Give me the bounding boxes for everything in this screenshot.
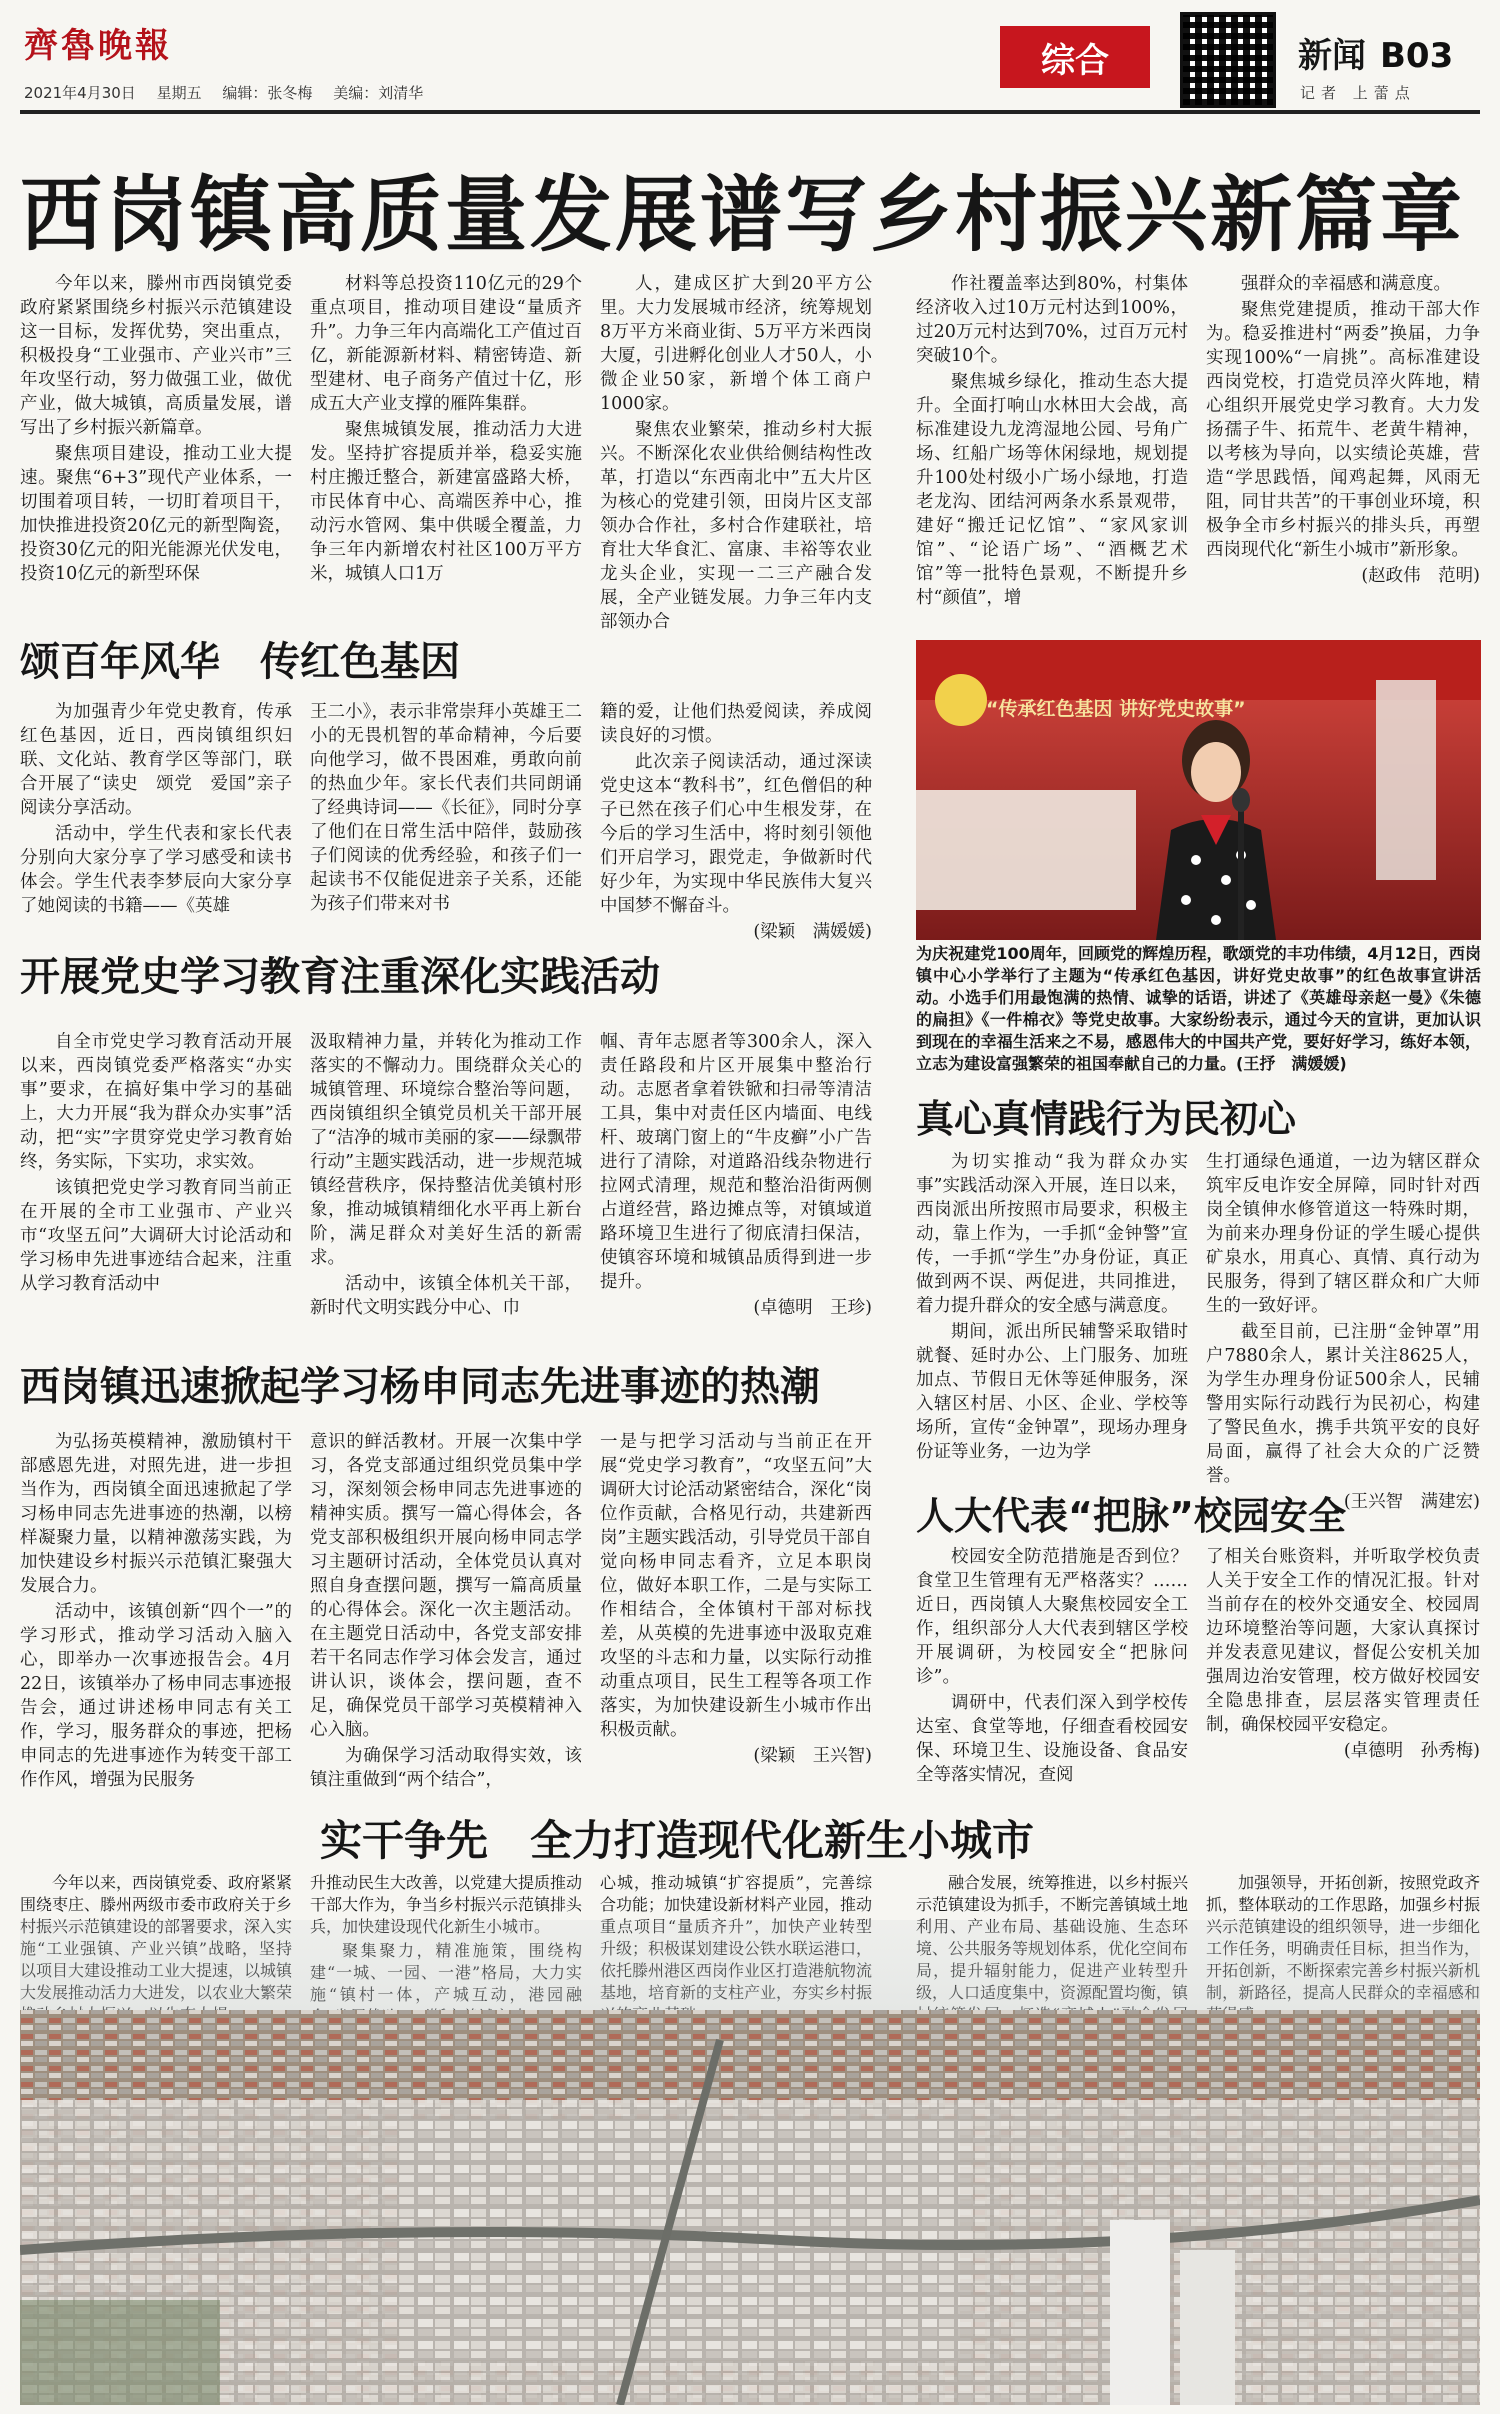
paragraph: 该镇把党史学习教育同当前正在开展的全市工业强市、产业兴市“攻坚五问”大调研大讨论活动和学习杨申先进事迹结合起来，注重从学习教育活动中 — [20, 1178, 292, 1294]
story-column — [310, 1430, 582, 1794]
paragraph: 籍的爱，让他们热爱阅读，养成阅读良好的习惯。 — [600, 702, 872, 746]
story-column — [310, 1030, 582, 1322]
paragraph: 聚焦项目建设，推动工业大提速。聚焦“6+3”现代产业体系，一切围着项目转，一切盯着项目干，加快推进投资20亿元的新型陶瓷，投资30亿元的阳光能源光伏发电，投资10亿元的新型环保 — [20, 444, 292, 584]
paragraph: 升推动民生大改善，以党建大提质推动干部大作为，争当乡村振兴示范镇排头 — [310, 1873, 583, 1914]
byline: (卓德明 王珍) — [753, 1298, 872, 1318]
issue-meta — [24, 82, 439, 103]
paragraph: 此次亲子阅读活动，通过深读党史这本“教科书”，红色僧侣的种子已然在孩子们心中生根发芽，在今后的学习生活中，将时刻引领他们开启学习，跟党走，争做新时代好少年，为实现中华民族伟大复兴中国梦不懈奋斗。 — [600, 752, 872, 916]
paragraph: 意识的鲜活教材。开展一次集中学习，各党支部通过组织党员集中学习，深刻领会杨申同志先进事迹的精神实质。撰写一篇心得体会，各党支部积极组织开展向杨申同志学习主题研讨活动，全体党员认真对照自身查摆问题，撰写一篇高质量的心得体会。深化一次主题活动。在主题党日活动中，各党支部安排若干名同志作学习体会发言，通过讲认识，谈体会，摆问题，查不足，确保党员干部学习英模精神入心入脑。 — [310, 1432, 582, 1740]
paragraph: 心城，推动城镇“扩容提质”，完善综合功能；加快建设新材料产业园，推动 — [600, 1873, 873, 1914]
story-column — [600, 1030, 872, 1320]
paragraph: 作社覆盖率达到80%，村集体经济收入过10万元村达到100%，过20万元村达到70%，过百万元村突破10个。 — [916, 274, 1188, 366]
paragraph: 人，建成区扩大到20平方公里。大力发展城市经济，统筹规划8万平方米商业街、5万平方米西岗大厦，引进孵化创业人才50人，小微企业50家，新增个体工商户1000家。 — [600, 274, 872, 414]
paragraph: 强群众的幸福感和满意度。 — [1241, 274, 1451, 294]
paragraph: 了相关台账资料，并听取学校负责人关于安全工作的情况汇报。针对当前存在的校外交通安全、校园周边环境整治等问题，大家认真探讨并发表意见建议，督促公安机关加强周边治安管理，校方做好校园安全隐患排查，层层落实管理责任制，确保校园平安稳定。 — [1206, 1547, 1480, 1735]
paragraph: 聚焦农业繁荣，推动乡村大振兴。不断深化农业供给侧结构性改革，打造以“东西南北中”五大片区为核心的党建引领，田岗片区支部领办合作社，多村合作建联社，培育壮大华食汇、富康、丰裕等农业龙头企业，实现一二三产融合发展，全产业链发展。力争三年内支部领办合 — [600, 420, 872, 632]
issue-editor: 编辑：张冬梅 — [222, 84, 313, 102]
paragraph: 今年以来，西岗镇党委、政府紧紧围绕枣庄、滕州两级市委市政府关于乡 — [20, 1873, 293, 1914]
paragraph: 期间，派出所民辅警采取错时就餐、延时办公、上门服务、加班加点、节假日无休等延伸服务，深入辖区村居、小区、企业、学校等场所，宣传“金钟罩”，现场办理身份证等业务，一边为学 — [916, 1322, 1188, 1462]
paragraph: 帼、青年志愿者等300余人，深入责任路段和片区开展集中整治行动。志愿者拿着铁锨和扫帚等清洁工具，集中对责任区内墙面、电线杆、玻璃门窗上的“牛皮癣”小广告进行了清除，对道路沿线杂物进行拉网式清理，规范和整治沿街两侧占道经营，路边摊点等，对镇域道路环境卫生进行了彻底清扫保洁，使镇容环境和城镇品质得到进一步提升。 — [600, 1032, 872, 1292]
reporter-line: 记者 上蕾点 — [1300, 84, 1416, 102]
story-column — [20, 700, 292, 920]
paragraph: 王二小》，表示非常崇拜小英雄王二小的无畏机智的革命精神，今后要向他学习，做不畏困难，勇敢向前的热血少年。家长代表们共同朗诵了经典诗词——《长征》，同时分享了他们在日常生活中陪伴，鼓励孩子们阅读的优秀经验，和孩子们一起读书不仅能促进亲子关系，还能为孩子们带来对书 — [310, 702, 582, 914]
paragraph: 活动中，学生代表和家长代表分别向大家分享了学习感受和读书体会。学生代表李梦辰向大家分享了她阅读的书籍——《英雄 — [20, 824, 292, 916]
photo-caption: 为庆祝建党100周年，回顾党的辉煌历程，歌颂党的丰功伟绩，4月12日，西岗镇中心小学举行了主题为“传承红色基因，讲好党史故事”的红色故事宣讲活动。小选手们用最饱满的热情、诚挚的话语，讲述了《英雄母亲赵一曼》《朱德的扁担》《一件棉衣》等党史故事。大家纷纷表示，通过今天的宣讲，更加认识到现在的幸福生活来之不易，感恩伟大的中国共产党，要好好学习，练好本领，立志为建设富强繁荣的祖国奉献自己的力量。(王抒 满媛媛) — [916, 944, 1481, 1073]
byline: (王兴智 满建宏) — [1343, 1492, 1480, 1512]
story-headline: 西岗镇迅速掀起学习杨申同志先进事迹的热潮 — [20, 1364, 820, 1410]
paragraph: 为弘扬英模精神，激励镇村干部感恩先进，对照先进，进一步担当作为，西岗镇全面迅速掀起了学习杨申同志先进事迹的热潮，以榜样凝聚力量，以精神激荡实践，为加快建设乡村振兴示范镇汇聚强大发展合力。 — [20, 1432, 292, 1596]
paragraph: 生打通绿色通道，一边为辖区群众筑牢反电诈安全屏障，同时针对西岗全镇伸水修管道这一特殊时期，为前来办理身份证的学生暖心提供矿泉水，用真心、真情、真行动为民服务，得到了辖区群众和广大师生的一致好评。 — [1206, 1152, 1480, 1316]
paragraph: 截至目前，已注册“金钟罩”用户7880余人，累计关注8625人，为学生办理身份证500余人，民辅警用实际行动践行为民初心，构建了警民鱼水，携手共筑平安的良好局面，赢得了社会大众的广泛赞誉。 — [1206, 1322, 1480, 1486]
paragraph: 融合发展，统筹推进，以乡村振兴示范镇建设为抓手，不断完善镇域土地 — [916, 1873, 1189, 1914]
story-column — [600, 1430, 872, 1768]
masthead-rule — [20, 110, 1480, 114]
photo-banner-text: “传承红色基因 讲好党史故事” — [986, 698, 1246, 720]
main-headline: 西岗镇高质量发展谱写乡村振兴新篇章 — [20, 168, 1466, 263]
byline: (梁颖 王兴智) — [753, 1746, 872, 1766]
paragraph: 活动中，该镇全体机关干部，新时代文明实践分中心、巾 — [310, 1274, 582, 1318]
page-section-name: 新闻 — [1298, 36, 1366, 76]
paragraph: 聚焦党建提质，推动干部大作为。稳妥推进村“两委”换届，力争实现100%“一肩挑”。高标准建设西岗党校，打造党员淬火阵地，精心组织开展党史学习教育。大力发扬孺子牛、拓荒牛、老黄牛精神，以考核为导向，以实绩论英雄，营造“学思践悟，闻鸡起舞，风雨无阻，同甘共苦”的干事创业环境，积极争全市乡村振兴的排头兵，再塑西岗现代化“新生小城市”新形象。 — [1206, 300, 1480, 560]
story-column — [20, 1430, 292, 1794]
story-column — [310, 700, 582, 918]
story-column — [916, 1150, 1188, 1466]
paragraph: 为切实推动“我为群众办实事”实践活动深入开展，连日以来，西岗派出所按照市局要求，积极主动，靠上作为，一手抓“金钟警”宣传，一手抓“学生”办身份证，真正做到两不误、两促进，共同推进，着力提升群众的安全感与满意度。 — [916, 1152, 1188, 1316]
intro-column-3 — [600, 272, 872, 636]
issue-weekday: 星期五 — [156, 84, 202, 102]
intro-column-1 — [20, 272, 292, 588]
page-label — [1298, 28, 1453, 77]
story-headline: 真心真情践行为民初心 — [916, 1097, 1297, 1141]
byline: (梁颖 满媛媛) — [753, 922, 872, 942]
story-column — [1206, 1545, 1480, 1763]
newspaper-logo: 齊魯晚報 — [24, 26, 172, 66]
qr-code-icon — [1180, 12, 1276, 108]
paragraph: 一是与把学习活动与当前正在开展“党史学习教育”，“攻坚五问”大调研大讨论活动紧密结合，深化“岗位作贡献，合格见行动，共建新西岗”主题实践活动，引导党员干部自觉向杨申同志看齐，立足本职岗位，做好本职工作，二是与实际工作相结合，全体镇村干部对标找差，从英模的先进事迹中汲取克难攻坚的斗志和力量，以实际行动推动重点项目，民生工程等各项工作落实，为加快建设新生小城市作出积极贡献。 — [600, 1432, 872, 1740]
story-column — [600, 700, 872, 944]
paragraph: 为加强青少年党史教育，传承红色基因，近日，西岗镇组织妇联、文化站、教育学区等部门，联合开展了“读史 颂党 爱国”亲子阅读分享活动。 — [20, 702, 292, 818]
byline: (赵政伟 范明) — [1361, 566, 1480, 586]
intro-column-5 — [1206, 272, 1480, 588]
story-column — [1206, 1150, 1480, 1514]
byline: (卓德明 孙秀梅) — [1343, 1741, 1480, 1761]
paragraph: 活动中，该镇创新“四个一”的学习形式，推动学习活动入脑入心，即举办一次事迹报告会。4月22日，该镇举办了杨申同志事迹报告会，通过讲述杨申同志有关工作，学习，服务群众的事迹，把杨申同志的先进事迹作为转变干部工作作风，增强为民服务 — [20, 1602, 292, 1790]
story-headline: 实干争先 全力打造现代化新生小城市 — [320, 1816, 1035, 1865]
issue-date: 2021年4月30日 — [24, 84, 136, 102]
story-headline: 开展党史学习教育注重深化实践活动 — [20, 954, 660, 1000]
paragraph: 为确保学习活动取得实效，该镇注重做到“两个结合”， — [310, 1746, 582, 1790]
story-column — [916, 1545, 1188, 1789]
paragraph: 加强领导，开拓创新，按照党政齐抓，整体联动的工作思路，加强乡村振 — [1206, 1873, 1480, 1914]
paragraph: 汲取精神力量，并转化为推动工作落实的不懈动力。围绕群众关心的城镇管理、环境综合整治等问题，西岗镇组织全镇党员机关干部开展了“洁净的城市美丽的家——绿飘带行动”主题实践活动，进一步规范城镇经营秩序，保持整洁优美镇村形象，推动城镇精细化水平再上新台阶，满足群众对美好生活的新需求。 — [310, 1032, 582, 1268]
intro-column-2 — [310, 272, 582, 588]
paragraph: 聚焦城镇发展，推动活力大进发。坚持扩容提质并举，稳妥实施村庄搬迁整合，新建富盛路大桥，市民体育中心、高端医养中心，推动污水管网、集中供暖全覆盖，力争三年内新增农村社区100万平方米，城镇人口1万 — [310, 420, 582, 584]
paragraph: 材料等总投资110亿元的29个重点项目，推动项目建设“量质齐升”。力争三年内高端化工产值过百亿，新能源新材料、精密铸造、新型建材、电子商务产值过十亿，形成五大产业支撑的雁阵集群。 — [310, 274, 582, 414]
page-number: B03 — [1380, 36, 1454, 76]
section-tag: 综合 — [1000, 26, 1150, 88]
photo-illustration — [916, 640, 1481, 940]
photo-aerial-town — [20, 1920, 1480, 2405]
paragraph: 聚焦城乡绿化，推动生态大提升。全面打响山水林田大会战，高标准建设九龙湾湿地公园、号角广场、红船广场等休闲绿地，规划提升100处村级小广场小绿地，打造老龙沟、团结河两条水系景观带，建好“搬迁记忆馆”、“家风家训馆”、“论语广场”、“酒概艺术馆”等一批特色景观，不断提升乡村“颜值”，增 — [916, 372, 1188, 608]
photo-illustration — [20, 1920, 1480, 2405]
paragraph: 调研中，代表们深入到学校传达室、食堂等地，仔细查看校园安保、环境卫生、设施设备、食品安全等落实情况，查阅 — [916, 1693, 1188, 1785]
paragraph: 校园安全防范措施是否到位？食堂卫生管理有无严格落实？……近日，西岗镇人大聚焦校园安全工作，组织部分人大代表到辖区学校开展调研，为校园安全“把脉问诊”。 — [916, 1547, 1188, 1687]
intro-column-4 — [916, 272, 1188, 612]
photo-storytelling-event — [916, 640, 1481, 940]
paragraph: 自全市党史学习教育活动开展以来，西岗镇党委严格落实“办实事”要求，在搞好集中学习的基础上，大力开展“我为群众办实事”活动，把“实”字贯穿党史学习教育始终，务实际，下实功，求实效。 — [20, 1032, 292, 1172]
story-column — [20, 1030, 292, 1298]
story-headline: 颂百年风华 传红色基因 — [20, 639, 460, 685]
paragraph: 今年以来，滕州市西岗镇党委政府紧紧围绕乡村振兴示范镇建设这一目标，发挥优势，突出重点，积极投身“工业强市、产业兴市”三年攻坚行动，努力做强工业，做优产业，做大城镇，高质量发展，谱写出了乡村振兴新篇章。 — [20, 274, 292, 438]
issue-designer: 美编：刘清华 — [333, 84, 424, 102]
story-headline: 人大代表“把脉”校园安全 — [916, 1494, 1346, 1538]
